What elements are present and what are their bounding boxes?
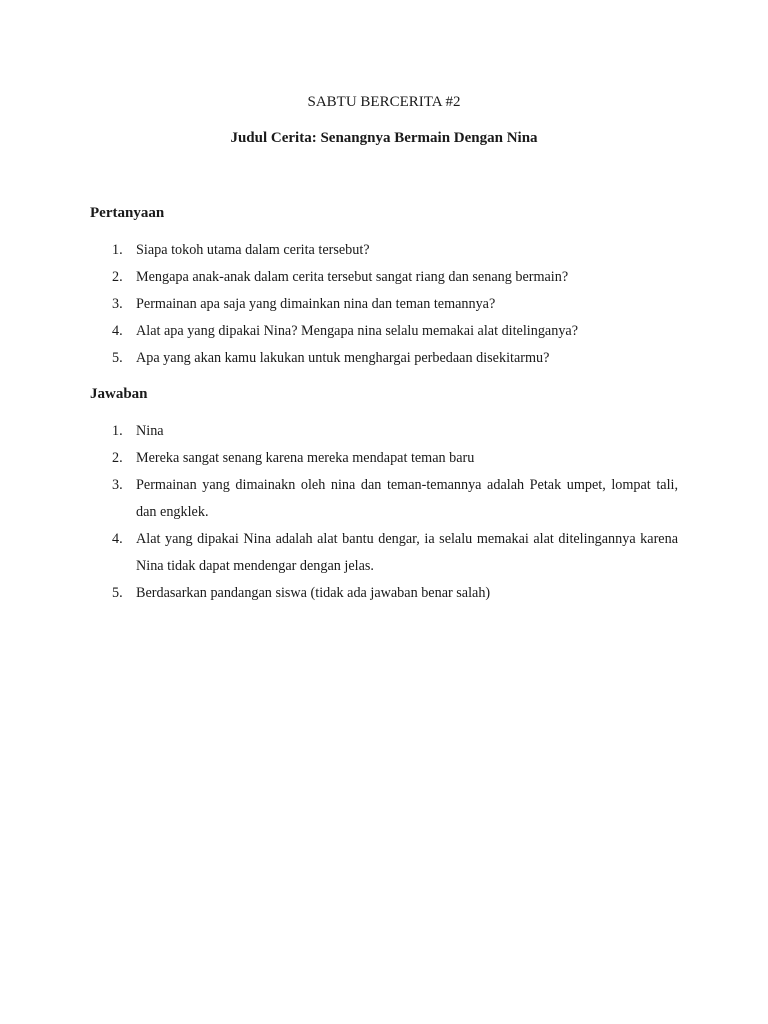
- question-number: 2.: [112, 269, 123, 285]
- answer-item: [90, 472, 678, 526]
- question-text: Alat apa yang dipakai Nina? Mengapa nina selalu memakai alat ditelinganya?: [136, 323, 579, 339]
- answer-item: [90, 580, 678, 607]
- questions-heading: Pertanyaan: [90, 205, 165, 221]
- question-item: [90, 237, 678, 264]
- question-item: [90, 291, 678, 318]
- question-text: Permainan apa saja yang dimainkan nina dan teman temannya?: [136, 296, 496, 312]
- answer-text: Nina: [136, 423, 164, 439]
- question-text: Apa yang akan kamu lakukan untuk menghargai perbedaan disekitarmu?: [136, 350, 550, 366]
- answer-number: 4.: [112, 531, 123, 547]
- answer-number: 1.: [112, 423, 123, 439]
- answer-number: 3.: [112, 477, 123, 493]
- story-title: Judul Cerita: Senangnya Bermain Dengan Nina: [230, 130, 538, 146]
- answer-item: [90, 526, 678, 580]
- document-title: SABTU BERCERITA #2: [307, 94, 461, 110]
- question-item: [90, 318, 678, 345]
- question-text: Siapa tokoh utama dalam cerita tersebut?: [136, 242, 370, 258]
- answer-text: Permainan yang dimainakn oleh nina dan teman-temannya adalah Petak umpet, lompat tali, dan engklek.: [136, 477, 678, 520]
- question-item: [90, 264, 678, 291]
- answer-text: Berdasarkan pandangan siswa (tidak ada jawaban benar salah): [136, 585, 491, 601]
- answer-item: [90, 418, 678, 445]
- answer-item: [90, 445, 678, 472]
- answers-list: [90, 418, 678, 607]
- answer-text: Alat yang dipakai Nina adalah alat bantu dengar, ia selalu memakai alat ditelingannya karena Nina tidak dapat mendengar dengan jelas.: [136, 531, 678, 574]
- question-number: 4.: [112, 323, 123, 339]
- answers-heading: Jawaban: [90, 386, 148, 402]
- questions-list: [90, 237, 678, 372]
- answer-text: Mereka sangat senang karena mereka mendapat teman baru: [136, 450, 475, 466]
- question-number: 5.: [112, 350, 123, 366]
- question-item: [90, 345, 678, 372]
- question-number: 1.: [112, 242, 123, 258]
- question-text: Mengapa anak-anak dalam cerita tersebut sangat riang dan senang bermain?: [136, 269, 569, 285]
- answer-number: 5.: [112, 585, 123, 601]
- answer-number: 2.: [112, 450, 123, 466]
- question-number: 3.: [112, 296, 123, 312]
